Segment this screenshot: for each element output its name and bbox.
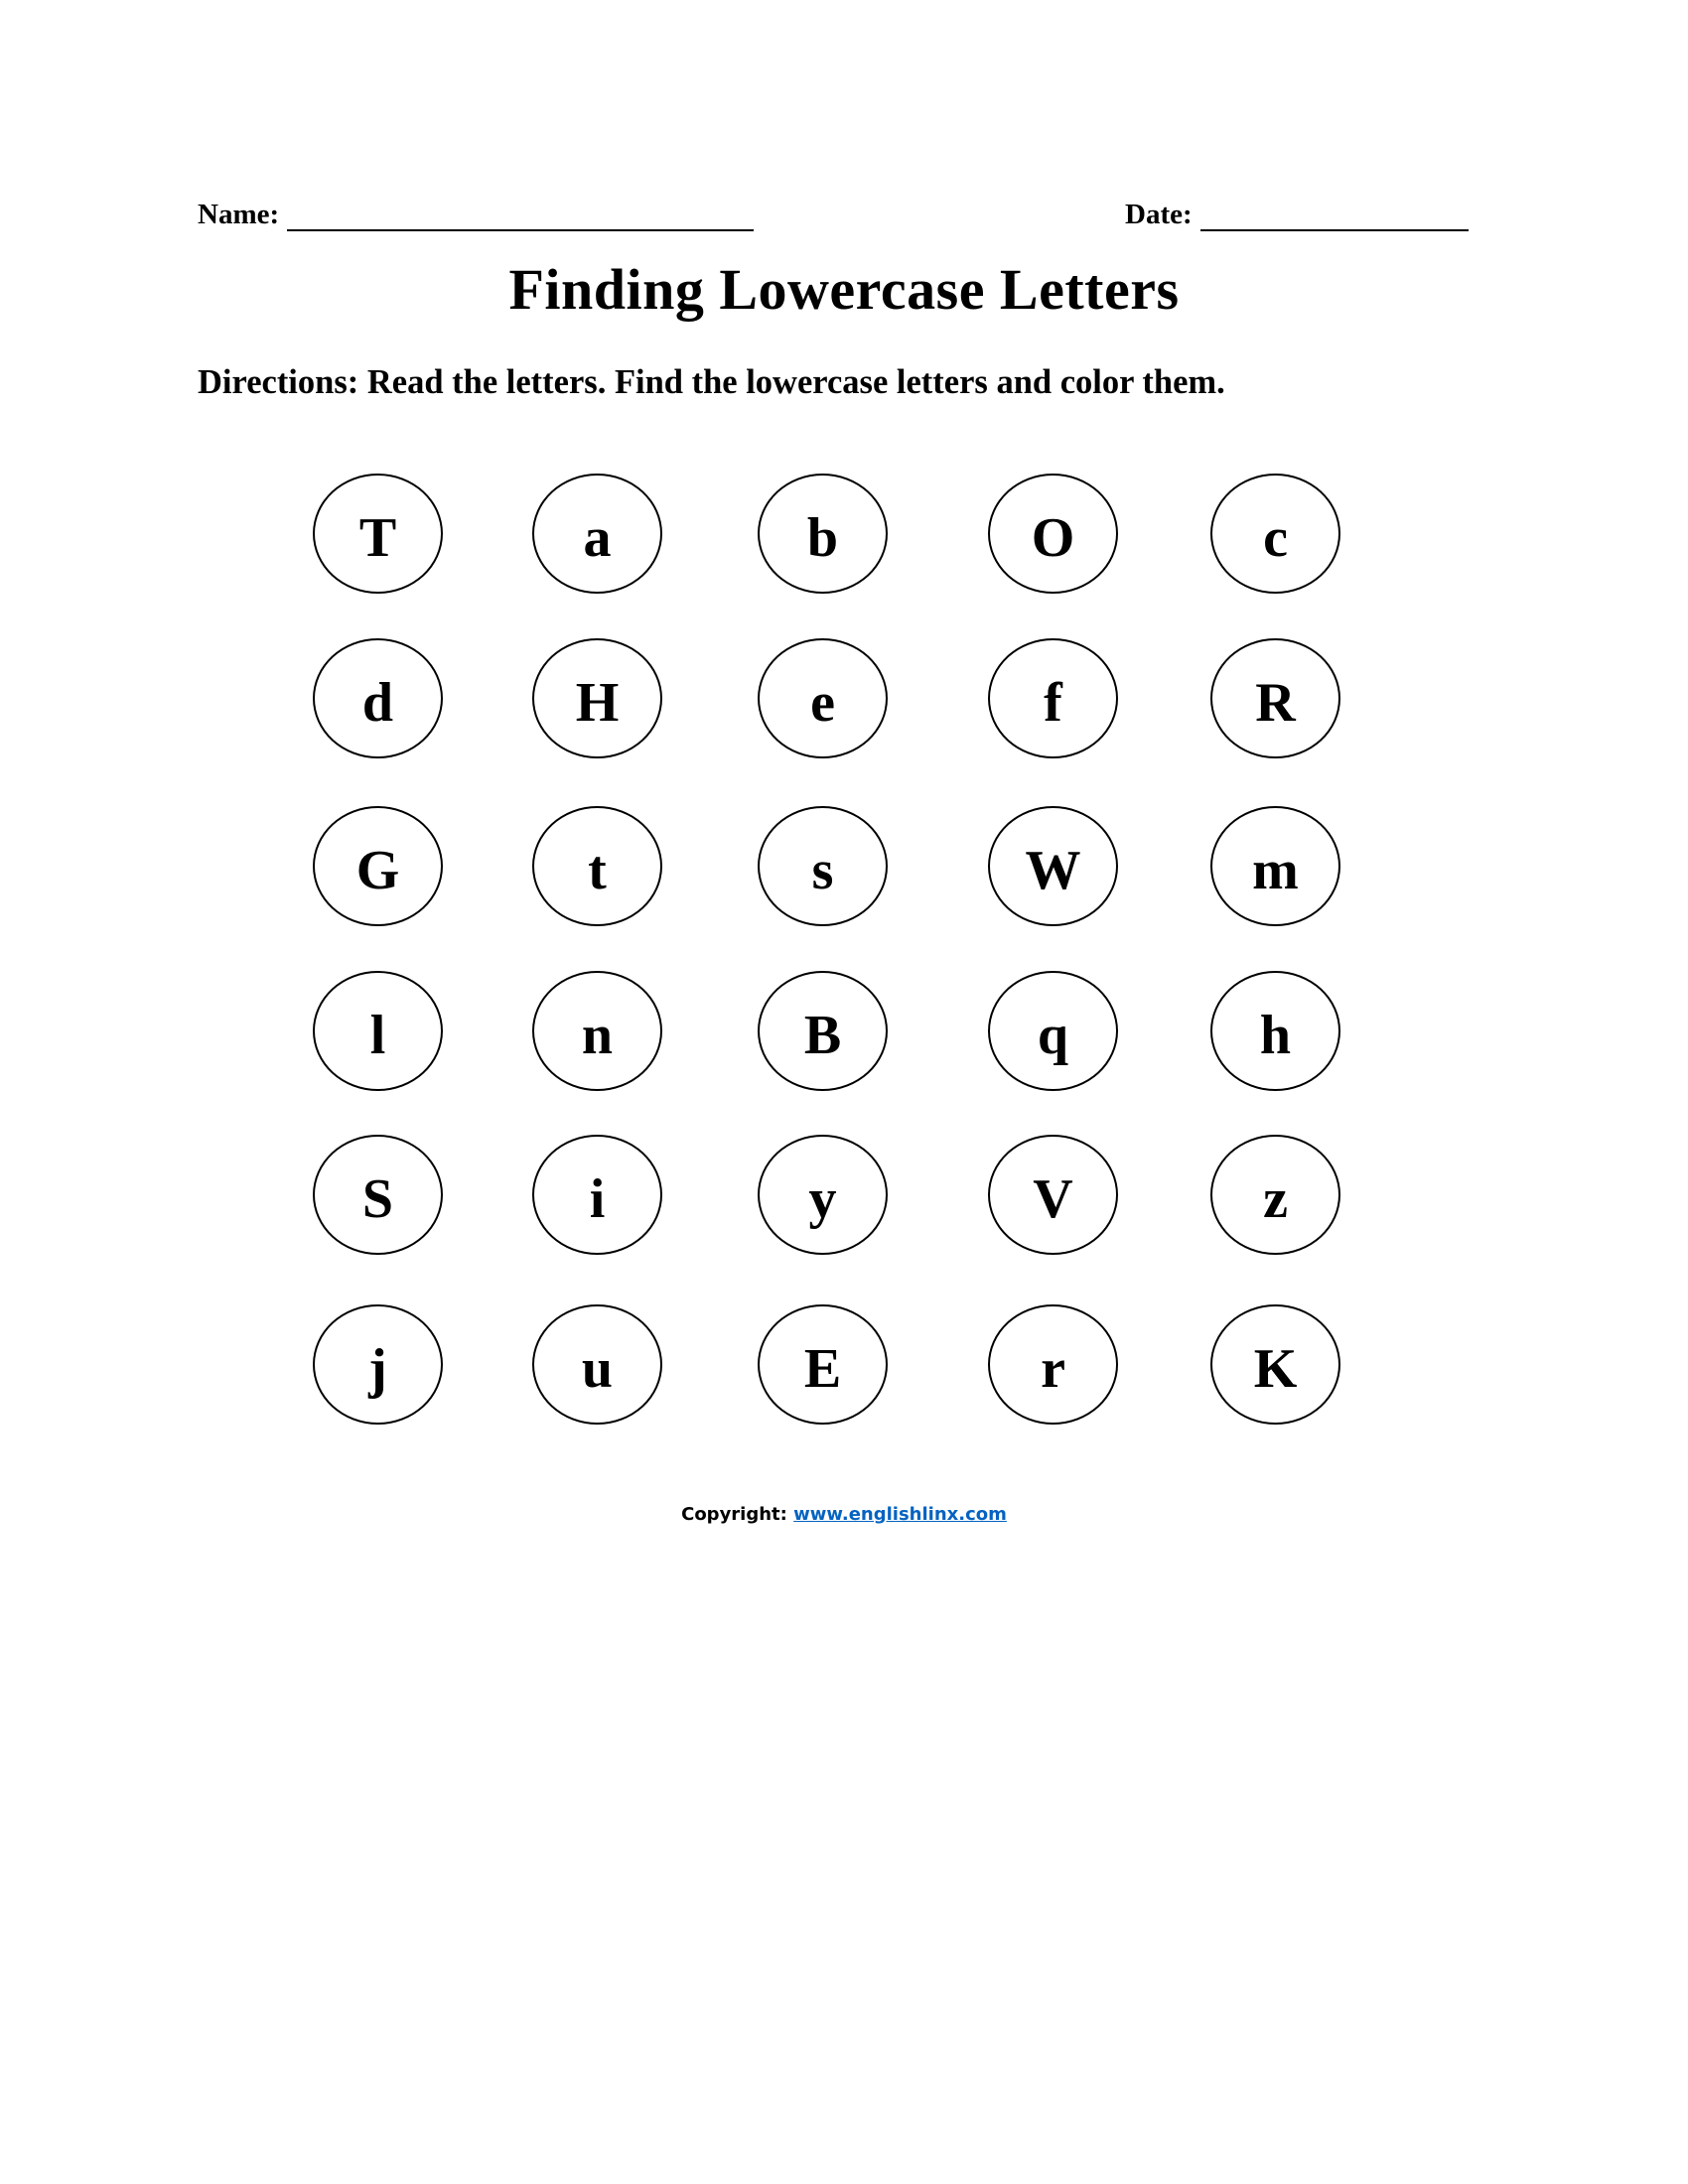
letter-bubble[interactable] — [532, 638, 662, 758]
letter-label: y — [808, 1167, 837, 1230]
letter-label: j — [368, 1337, 387, 1400]
copyright-label: Copyright: — [681, 1504, 787, 1525]
letter-label: V — [1033, 1167, 1073, 1230]
letter-bubble[interactable] — [758, 1304, 888, 1425]
page-title: Finding Lowercase Letters — [508, 257, 1180, 322]
letter-label: W — [1025, 839, 1081, 901]
letter-label: B — [803, 1004, 842, 1066]
letter-bubble[interactable] — [313, 474, 443, 594]
letter-bubble[interactable] — [988, 806, 1118, 926]
letter-label: t — [588, 839, 607, 901]
letter-bubble[interactable] — [758, 971, 888, 1091]
letter-label: b — [806, 506, 839, 569]
letter-label: q — [1037, 1004, 1069, 1066]
letter-bubble[interactable] — [758, 1135, 888, 1255]
name-label: Name: — [198, 199, 280, 230]
letter-label: m — [1252, 839, 1299, 901]
letter-label: E — [803, 1337, 842, 1400]
letter-bubble[interactable] — [988, 1135, 1118, 1255]
letter-label: d — [361, 671, 394, 734]
letter-bubble[interactable] — [532, 474, 662, 594]
letter-bubble[interactable] — [313, 1304, 443, 1425]
letter-label: h — [1259, 1004, 1292, 1066]
directions-text: Directions: Read the letters. Find the lowercase letters and color them. — [198, 363, 1225, 401]
letter-label: c — [1263, 506, 1288, 569]
letter-bubble[interactable] — [1210, 474, 1340, 594]
letter-bubble[interactable] — [532, 971, 662, 1091]
date-label: Date: — [1125, 199, 1193, 230]
letter-label: G — [355, 839, 400, 901]
letter-bubble[interactable] — [758, 638, 888, 758]
letter-label: f — [1044, 671, 1062, 734]
letter-label: R — [1255, 671, 1296, 734]
letter-bubble[interactable] — [1210, 806, 1340, 926]
letter-label: e — [810, 671, 835, 734]
letter-label: z — [1263, 1167, 1288, 1230]
letter-bubble[interactable] — [758, 806, 888, 926]
letter-bubble[interactable] — [988, 638, 1118, 758]
letter-bubble[interactable] — [1210, 971, 1340, 1091]
letter-label: S — [361, 1167, 394, 1230]
letter-bubble[interactable] — [313, 638, 443, 758]
letter-label: u — [581, 1337, 614, 1400]
letter-bubble[interactable] — [988, 1304, 1118, 1425]
letter-label: r — [1041, 1337, 1065, 1400]
letter-label: H — [575, 671, 620, 734]
letter-label: T — [358, 506, 397, 569]
letter-bubble[interactable] — [988, 474, 1118, 594]
letter-label: s — [811, 839, 834, 901]
letter-label: a — [583, 506, 612, 569]
letter-label: i — [589, 1167, 606, 1230]
letter-bubble[interactable] — [532, 806, 662, 926]
letter-label: K — [1253, 1337, 1298, 1400]
copyright — [0, 1504, 1688, 1525]
letter-bubble[interactable] — [758, 474, 888, 594]
letter-bubble[interactable] — [313, 806, 443, 926]
letter-label: O — [1031, 506, 1075, 569]
englishlinx-link[interactable]: www.englishlinx.com — [793, 1504, 1007, 1525]
letter-bubble[interactable] — [1210, 1135, 1340, 1255]
letter-bubble[interactable] — [532, 1135, 662, 1255]
letter-bubble[interactable] — [532, 1304, 662, 1425]
letter-bubble[interactable] — [313, 1135, 443, 1255]
letter-label: n — [581, 1004, 614, 1066]
letter-bubble[interactable] — [313, 971, 443, 1091]
letter-bubble[interactable] — [988, 971, 1118, 1091]
letter-label: l — [369, 1004, 386, 1066]
letter-bubble[interactable] — [1210, 1304, 1340, 1425]
letter-bubble[interactable] — [1210, 638, 1340, 758]
